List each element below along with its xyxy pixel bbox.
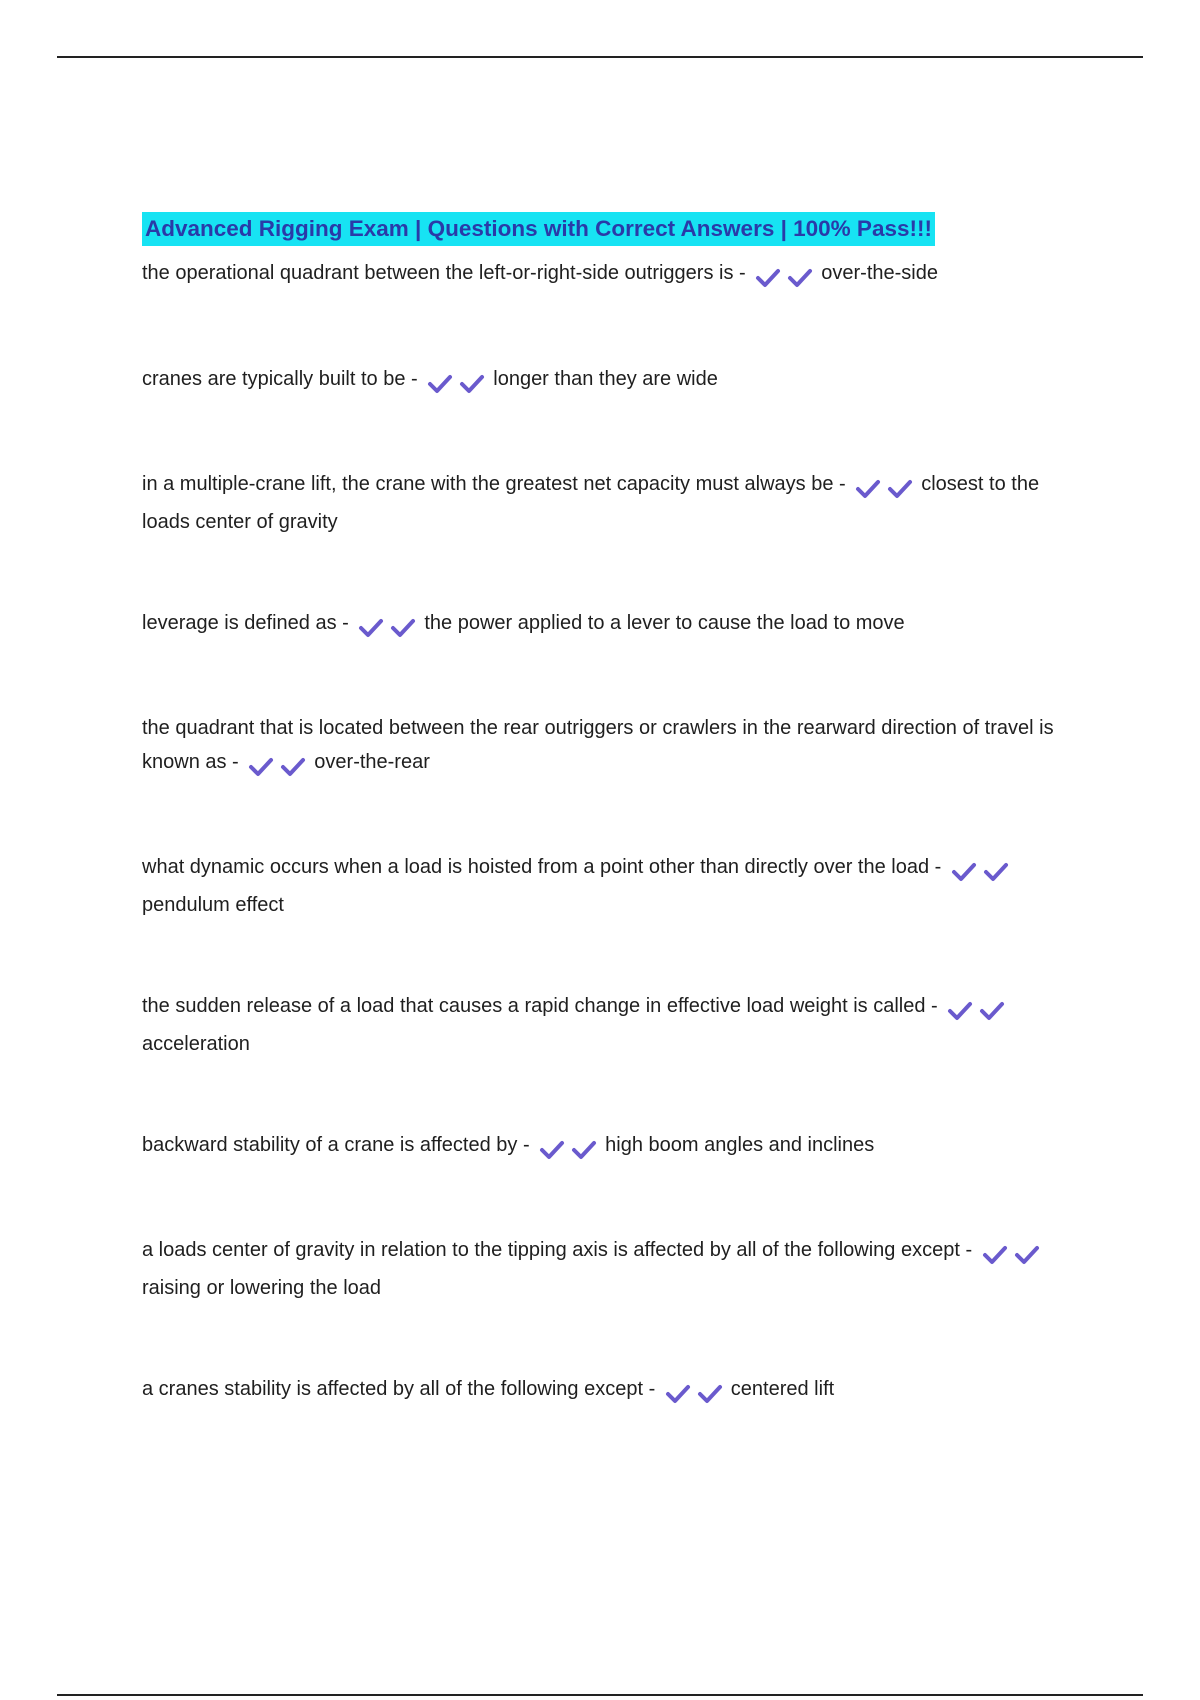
question-text: backward stability of a crane is affected by [142, 1134, 518, 1156]
double-check-icon [539, 1132, 603, 1166]
separator: - [959, 1239, 978, 1261]
double-check-icon [665, 1376, 729, 1410]
question-text: cranes are typically built to be [142, 368, 406, 390]
question-text: a cranes stability is affected by all of the following except [142, 1378, 644, 1400]
footer-rule [57, 1694, 1143, 1696]
document-body [142, 212, 1062, 1410]
qa-item [142, 711, 1062, 783]
answer-text: high boom angles and inclines [605, 1134, 875, 1156]
answer-text: over-the-rear [314, 751, 430, 773]
question-text: leverage is defined as [142, 612, 337, 634]
answer-text: closest to the loads center of gravity [142, 473, 1040, 533]
question-text: the sudden release of a load that causes a rapid change in effective load weight is called [142, 995, 926, 1017]
qa-item [142, 1233, 1062, 1305]
double-check-icon [855, 471, 919, 505]
answer-text: acceleration [142, 1033, 250, 1055]
double-check-icon [248, 749, 312, 783]
answer-text: over-the-side [821, 262, 938, 284]
separator: - [733, 262, 752, 284]
question-text: the quadrant that is located between the rear outriggers or crawlers in the rearward direction of travel is known as [142, 717, 1054, 773]
answer-text: the power applied to a lever to cause the load to move [424, 612, 905, 634]
double-check-icon [427, 366, 491, 400]
document-title: Advanced Rigging Exam | Questions with Correct Answers | 100% Pass!!! [142, 212, 935, 246]
qa-item [142, 467, 1062, 539]
qa-item [142, 850, 1062, 922]
qa-item [142, 1128, 1062, 1166]
double-check-icon [982, 1237, 1046, 1271]
separator: - [925, 995, 944, 1017]
separator: - [405, 368, 424, 390]
separator: - [833, 473, 852, 495]
answer-text: centered lift [730, 1378, 835, 1400]
qa-item [142, 989, 1062, 1061]
qa-item [142, 256, 1062, 294]
header-rule [57, 56, 1143, 58]
double-check-icon [358, 610, 422, 644]
qa-item [142, 362, 1062, 400]
qa-item [142, 606, 1062, 644]
double-check-icon [951, 854, 1015, 888]
separator: - [226, 751, 245, 773]
separator: - [517, 1134, 536, 1156]
question-text: what dynamic occurs when a load is hoisted from a point other than directly over the load [142, 856, 930, 878]
question-text: in a multiple-crane lift, the crane with the greatest net capacity must always be [142, 473, 834, 495]
answer-text: pendulum effect [142, 894, 284, 916]
answer-text: raising or lowering the load [142, 1277, 382, 1299]
separator: - [643, 1378, 661, 1400]
answer-text: longer than they are wide [493, 368, 718, 390]
qa-item [142, 1372, 1062, 1410]
question-text: a loads center of gravity in relation to the tipping axis is affected by all of the following except [142, 1239, 960, 1261]
separator: - [336, 612, 355, 634]
double-check-icon [755, 260, 819, 294]
double-check-icon [947, 993, 1011, 1027]
separator: - [929, 856, 947, 878]
question-text: the operational quadrant between the left-or-right-side outriggers is [142, 262, 734, 284]
